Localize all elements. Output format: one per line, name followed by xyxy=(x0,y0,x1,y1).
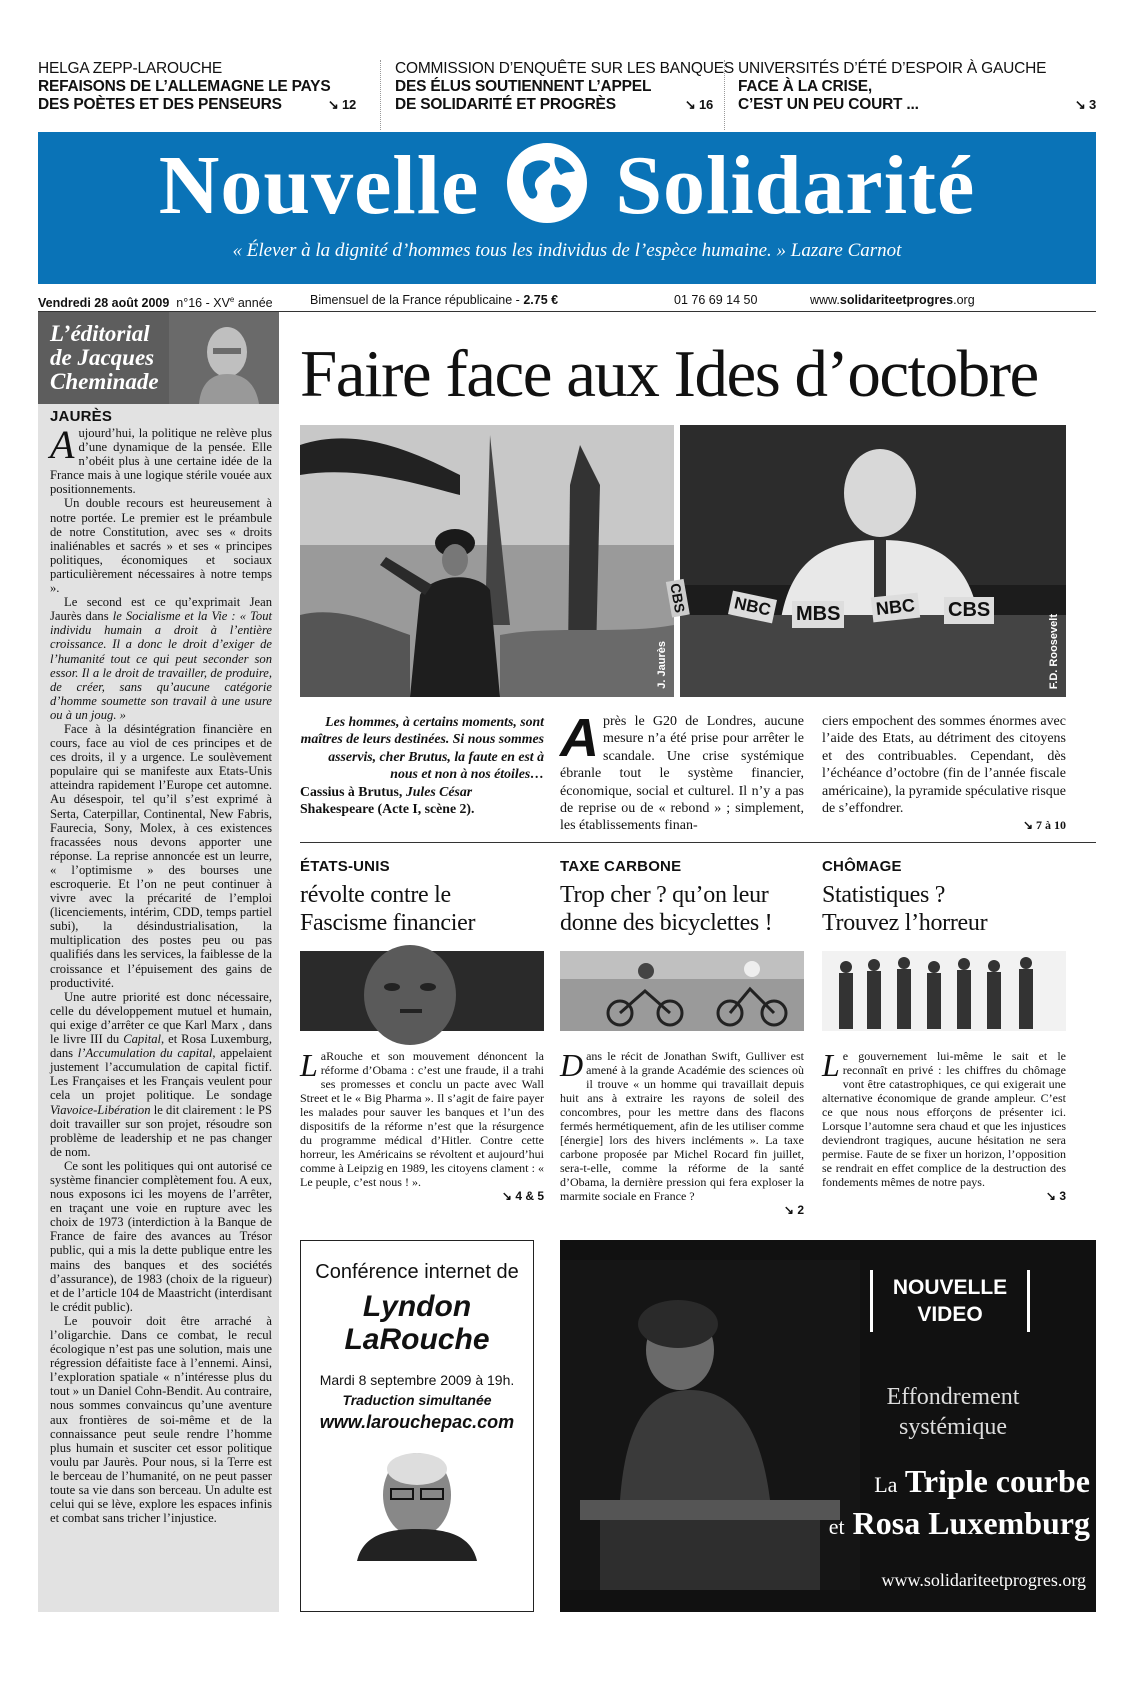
mic-label: CBS xyxy=(944,597,994,624)
lead-ref[interactable]: ↘ 7 à 10 xyxy=(1022,818,1066,833)
story-etats-unis[interactable] xyxy=(300,858,544,1203)
editorial-body: Aujourd’hui, la politique ne relève plus d’une dynamique de la pensée. Elle n’obéit plus à une certaine idée de la France mais à une logique stérile vouée aux positionnements. Un double recours est heureusement à notre portée. Le premier est le préambule de notre Constitution, avec ses « droits inaliénables et sacrés » et ses « principes politiques, économiques et sociaux particulièrement nécessaires à notre temps ». Le second est ce qu’exprimait Jean Jaurès dans le Socialisme et la Vie : « Tout individu humain a droit à l’entière croissance. Il a donc le droit d’exiger de l’humanité tout ce qui peut seconder son essor. Il a le droit de travailler, de produire, de créer, sans qu’aucune catégorie d’homme soumette son travail à une usure ou à un joug. » Face à la désintégration financière en cours, face au viol de ces principes et de ces droits, il y a urgence. Le soulèvement populaire qui se manifeste aux Etats-Unis atteindra rapidement l’Europe cet automne. Au désespoir, tel qu’il s’est exprimé à Serta, Caterpillar, Continental, New Fabris, Faurecia, Sony, Molex, à ces existences fracassées nous devons apporter une réponse. La reprise annoncée est un leurre, « l’optimisme » des bourses une escroquerie. Et l’on ne peut continuer à vivre avec la précarité de l’emploi (licenciements, intérim, CDD, temps partiel subi), la désindustrialisation, la multiplication des postes peu ou pas qualifiés dans les services, la faiblesse de la croissance et l’épuisement des gains de productivité. Une autre priorité est donc nécessaire, celle du développement mutuel et humain, qui exige d’arrêter ce que Karl Marx , dans le livre III du Capital, et Rosa Luxemburg, dans l’Accumulation du capital, appelaient justement l’accumulation de capital fictif. Les Françaises et les Français veulent pour cela un projet politique. Le sondage Viavoice-Libération le dit clairement : le PS doit travailler sur son projet, résoudre son problème de leadership et ne pas changer de nom. Ce sont les politiques qui ont autorisé ce système financier complètement fou. A eux, nous exposons ici les moyens de l’arrêter, en traçant une voie en rupture avec les choix de 1973 (interdiction à la Banque de France de faire des avances au Trésor public, qui a mis la dette publique entre les mains des banques et des sociétés d’assurance), de 1983 (choix de la rigueur) et de l’article 104 de Maastricht (interdisant le crédit public). Le pouvoir doit être arraché à l’oligarchie. Dans ce combat, le recul écologique n’est pas une solution, mais une régression défaitiste face à l’ennemi. Ainsi, l’exploration spatiale « n’intéresse plus du tout » un Daniel Cohn-Bendit. Au contraire, nous sommes convaincus qu’une aventure aux frontières de soi-même et de la connaissance peut seule rendre l’homme plus humain et susciter cet essor politique voulu par Jaurès. Pour nous, si la Terre est le berceau de l’humanité, on ne peut passer toute sa vie dans son berceau. Un adulte est celui qui se lève, explore les espaces infinis et combat sans tricher l’injustice. xyxy=(50,422,273,1526)
teaser-3-page: ↘ 3 xyxy=(1074,97,1096,112)
editorial-p7: Le pouvoir doit être arraché à l’oligarchie. Dans ce combat, le recul écologique n’est pas une solution, mais une régression défaitiste face à l’ennemi. Ainsi, l’exploration spatiale « n’intéresse plus du tout » un Daniel Cohn-Bendit. Au contraire, nous sommes convaincus qu’une aventure aux frontières de soi-même et de la connaissance peut seule rendre l’homme plus humain et susciter cet essor politique voulu par Jaurès. Pour nous, si la Terre est le berceau de l’humanité, on ne peut passer toute sa vie dans son berceau. Un adulte est celui qui se lève, explore les espaces infinis et combat sans tricher l’injustice. xyxy=(50,1313,272,1526)
photo-credit-roosevelt: F.D. Roosevelt xyxy=(1048,613,1060,689)
story-chomage[interactable] xyxy=(822,858,1066,1203)
story-2-text: ans le récit de Jonathan Swift, Gulliver est amené à la grande Académie des sciences où il trouve « un homme qui travaillait depuis huit ans à extraire les rayons de soleil des concombres, pour les mettre dans des flacons fermés hermétiquement, afin de les utiliser comme [énergie] lors des hivers incléments ». La taxe carbone proposée par Michel Rocard fin juillet, sera-t-elle, comme la réforme de la santé d’Obama, la dernière pression qui fera exploser la marmite sociale en France ? xyxy=(560,1049,804,1203)
periodicity: Bimensuel de la France républicaine - xyxy=(310,293,524,307)
lead-headline[interactable]: Faire face aux Ides d’octobre xyxy=(300,337,1038,411)
story-1-text: aRouche et son mouvement dénoncent la réforme d’Obama : c’est une fraude, il a trahi ses promesses et conclu un pacte avec Wall Street et le « Big Pharma ». Il s’agit de faire payer les malades pour sauver les banques et l’un des dispositifs de la réforme n’est que la résurgence du programme médical d’Hitler. Contre cette horreur, les Américains se révoltent et aujourd’hui comme à Leipzig en 1989, les citoyens clament : « Le peuple, c’est nous ! ». xyxy=(300,1049,544,1189)
website-link[interactable]: www.solidariteetprogres.org xyxy=(810,293,975,307)
editorial-label-2: de Jacques xyxy=(50,345,155,370)
mic-label: NBC xyxy=(728,591,777,624)
teaser-2-line2: DES ÉLUS SOUTIENNENT L’APPEL xyxy=(395,78,652,95)
lead-dropcap: A xyxy=(560,708,599,768)
teaser-2-kicker: COMMISSION D’ENQUÊTE SUR LES BANQUES xyxy=(395,60,735,77)
ad-conference-name-2: LaRouche xyxy=(344,1323,490,1356)
quote-source: Cassius à Brutus, xyxy=(300,783,406,799)
editorial-kicker: JAURÈS xyxy=(50,408,113,425)
story-3-ref[interactable]: ↘ 3 xyxy=(1045,1189,1066,1203)
author-photo xyxy=(169,312,279,404)
lead-text-col2 xyxy=(822,713,1066,835)
ad-conference-url[interactable]: www.larouchepac.com xyxy=(319,1412,515,1432)
phone: 01 76 69 14 50 xyxy=(674,293,758,307)
story-2-dropcap: D xyxy=(560,1047,584,1083)
badge-line-2: VIDEO xyxy=(917,1303,983,1326)
unemployed-people-photo xyxy=(822,951,1066,1031)
story-2-title-2: donne des bicyclettes ! xyxy=(560,910,773,936)
info-bar xyxy=(38,292,1096,312)
story-1-ref[interactable]: ↘ 4 & 5 xyxy=(501,1189,544,1203)
teaser-divider xyxy=(380,60,381,130)
teaser-3[interactable] xyxy=(738,60,1096,114)
jaures-photo xyxy=(300,425,674,697)
teaser-divider xyxy=(724,60,725,130)
mic-label: MBS xyxy=(792,601,844,628)
editorial-header xyxy=(38,312,279,404)
lead-text-col1 xyxy=(560,708,804,835)
editorial-p6: Ce sont les politiques qui ont autorisé ce système financier complètement fou. A eux, nous exposons ici les moyens de l’arrêter, en traçant une voie en rupture avec les choix de 1973 (interdiction à la Banque de France de faire des avances au Trésor public, qui a mis la dette publique entre les mains des banques et des sociétés d’assurance), de 1983 (choix de la rigueur) et de l’article 104 de Maastricht (interdisant le crédit public). xyxy=(50,1158,272,1314)
masthead-tagline: « Élever à la dignité d’hommes tous les individus de l’espèce humaine. » Lazare Carnot xyxy=(232,240,902,261)
mic-label: CBS xyxy=(666,579,690,617)
story-3-title-2: Trouvez l’horreur xyxy=(822,910,988,936)
story-3-title-1: Statistiques ? xyxy=(822,882,946,908)
ad-conference-translation: Traduction simultanée xyxy=(342,1392,492,1408)
arrow-icon: ↘ xyxy=(783,1203,794,1217)
editorial-label-3: Cheminade xyxy=(50,369,159,394)
teaser-1-page: ↘ 12 xyxy=(327,97,356,112)
story-1-title-2: Fascisme financier xyxy=(300,910,476,936)
editorial-p3a: Le second est ce qu’exprimait Jean Jaurès dans xyxy=(50,595,272,624)
globe-icon xyxy=(505,141,589,225)
issue-number: n°16 - XV xyxy=(176,296,230,311)
arrow-icon: ↘ xyxy=(1045,1189,1056,1203)
price: 2.75 € xyxy=(523,293,559,307)
teaser-2-page: ↘ 16 xyxy=(684,97,713,112)
story-2-title-1: Trop cher ? qu’on leur xyxy=(560,882,769,908)
mic-label: NBC xyxy=(871,593,920,623)
shakespeare-quote: Les hommes, à certains moments, sont maîtres de leurs destinées. Si nous sommes asservis, cher Brutus, la faute en est à nous et non à nos étoiles… xyxy=(300,714,544,782)
teaser-3-line3: C’EST UN PEU COURT ... xyxy=(738,96,919,113)
story-1-title-1: révolte contre le xyxy=(300,882,451,908)
divider xyxy=(300,842,1096,843)
ad-video-url[interactable]: www.solidariteetprogres.org xyxy=(881,1570,1086,1590)
ad-conference-date: Mardi 8 septembre 2009 à 19h. xyxy=(319,1372,515,1388)
ad-conference[interactable] xyxy=(300,1240,534,1612)
larouche-photo xyxy=(317,1443,517,1561)
masthead-title xyxy=(38,136,1096,236)
story-taxe-carbone[interactable] xyxy=(560,858,804,1217)
story-3-text: e gouvernement lui-même le sait et le reconnaît en privé : les chiffres du chômage vont être catastrophiques, ce qui exigerait une alternative économique de grande ampleur. C’est ce que nous nous efforçons de présenter ici. Lorsque l’automne sera chaud et que les injustices deviendront tragiques, aucune hésitation ne sera permise. Faute de se fixer un horizon, l’opposition se rendrait en effet complice de la destruction des fondements mêmes de notre pays. xyxy=(822,1049,1066,1189)
ad-conference-line: Conférence internet de xyxy=(315,1261,519,1283)
microphones xyxy=(667,582,1030,645)
issue-date: Vendredi 28 août 2009 xyxy=(38,296,170,311)
lead-text-2: ciers empochent des sommes énormes avec l’aide des Etats, au détriment des citoyens et des contribuables. Cependant, dès l’échéance d’octobre (fin de l’année fiscale américaine), la pyramide spéculative risque de s’effondrer. xyxy=(822,714,1066,817)
teaser-3-kicker: UNIVERSITÉS D’ÉTÉ D’ESPOIR À GAUCHE xyxy=(738,60,1047,77)
story-2-ref[interactable]: ↘ 2 xyxy=(783,1203,804,1217)
arrow-icon: ↘ xyxy=(1074,97,1086,112)
story-1-dropcap: L xyxy=(300,1047,318,1083)
ad-video-title: La Triple courbe et Rosa Luxemburg xyxy=(828,1463,1090,1541)
new-video-badge xyxy=(870,1270,1030,1332)
teaser-2[interactable] xyxy=(395,60,735,114)
story-2-kicker: TAXE CARBONE xyxy=(560,858,682,875)
quote-source-title: Jules César xyxy=(405,783,473,799)
teaser-1[interactable] xyxy=(38,60,356,114)
arrow-icon: ↘ xyxy=(501,1189,512,1203)
ad-video-subtitle: Effondrement systémique xyxy=(886,1384,1020,1440)
editorial-p2: Un double recours est heureusement à notre portée. Le premier est le préambule de notre Constitution, avec ses « droits inaliénables et sacrés » et ses « principes politiques, économiques et sociaux particulièrement nécessaires à notre temps ». xyxy=(50,496,272,596)
title-left: Nouvelle xyxy=(158,139,480,232)
masthead[interactable] xyxy=(38,132,1096,284)
teaser-3-line2: FACE À LA CRISE, xyxy=(738,78,873,95)
story-3-dropcap: L xyxy=(822,1047,840,1083)
editorial-column xyxy=(38,312,279,1612)
editorial-p3b: le Socialisme et la Vie : « Tout individu humain a droit à l’entière croissance. Il a donc le droit d’exiger de l’humanité tout ce qui peut seconder son essor. Il a le droit de travailler, de produire, de créer, sans qu’aucune catégorie d’homme soumette son travail à une usure ou à un joug. » xyxy=(50,609,272,722)
ad-conference-name-1: Lyndon xyxy=(362,1290,472,1323)
roosevelt-photo xyxy=(667,425,1066,697)
issue-year: année xyxy=(234,296,273,311)
quote-source-2: Shakespeare (Acte I, scène 2). xyxy=(300,801,475,817)
editorial-p4: Face à la désintégration financière en cours, face au viol de ces principes et de ces droits, il y a urgence. Le soulèvement populaire qui se manifeste aux Etats-Unis atteindra rapidement l’Europe cet automne. Au désespoir, tel qu’il s’est exprimé à Serta, Caterpillar, Continental, New Fabris, Faurecia, Sony, Molex, à ces existences fracassées nous devons apporter une réponse. La reprise annoncée est un leurre, « l’optimisme » des bourses une escroquerie. Et l’on ne peut continuer à vivre avec la précarité de l’emploi (licenciements, intérim, CDD, temps partiel subi), la désindustrialisation, la multiplication des postes peu ou pas qualifiés dans les services, la faiblesse de la croissance et l’épuisement des gains de productivité. xyxy=(50,721,272,990)
arrow-icon: ↘ xyxy=(1022,818,1033,833)
editorial-label-1: L’éditorial xyxy=(50,321,150,346)
badge-line-1: NOUVELLE xyxy=(892,1276,1008,1299)
teaser-2-line3: DE SOLIDARITÉ ET PROGRÈS xyxy=(395,96,616,113)
teaser-1-kicker: HELGA ZEPP-LAROUCHE xyxy=(38,60,222,77)
issue-sup: e xyxy=(229,295,235,304)
editorial-p1: ujourd’hui, la politique ne relève plus d’une dynamique de la pensée. Elle n’obéit plus à une certaine idée de la France mais à une logique stérile vouée aux positionnements. xyxy=(50,426,272,497)
editorial-dropcap: A xyxy=(50,422,75,467)
story-1-kicker: ÉTATS-UNIS xyxy=(300,858,390,875)
ad-video[interactable] xyxy=(560,1240,1096,1612)
teaser-1-line3: DES POÈTES ET DES PENSEURS xyxy=(38,96,282,113)
title-right: Solidarité xyxy=(615,139,976,232)
arrow-icon: ↘ xyxy=(327,97,339,112)
obama-photo xyxy=(300,951,544,1031)
lead-text-1: près le G20 de Londres, aucune mesure n’a été prise pour arrêter le scandale. Une crise systémique ébranle tout le système financier, économique, social et culturel. Il n’y a pas de reprise ou de « rebond » ; simplement, les établissements finan- xyxy=(560,714,804,834)
photo-credit-jaures: J. Jaurès xyxy=(656,641,668,689)
lead-quote xyxy=(300,713,544,817)
arrow-icon: ↘ xyxy=(684,97,696,112)
teaser-1-line2: REFAISONS DE L’ALLEMAGNE LE PAYS xyxy=(38,78,331,95)
bicycle-photo xyxy=(560,951,804,1031)
story-3-kicker: CHÔMAGE xyxy=(822,858,902,875)
